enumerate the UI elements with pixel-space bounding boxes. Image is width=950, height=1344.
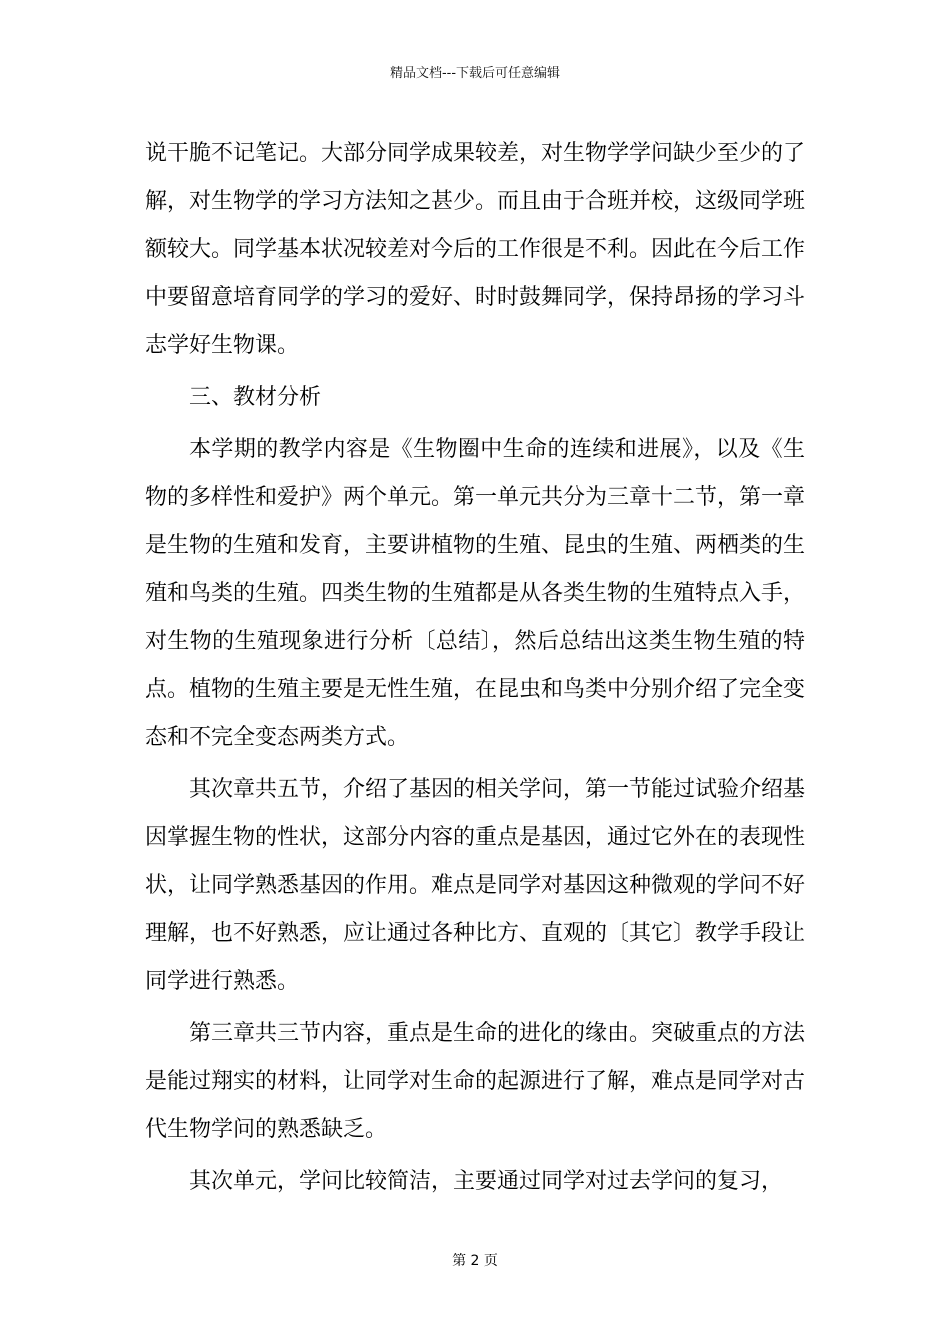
section-heading: 三、教材分析 — [189, 385, 322, 410]
paragraph-chapter-two: 其次章共五节，介绍了基因的相关学问，第一节能过试验介绍基因掌握生物的性状，这部分内容的重点是基因，通过它外在的表现性状，让同学熟悉基因的作用。难点是同学对基因这种微观的学问不好理解，也不好熟悉，应让通过各种比方、直观的〔其它〕教学手段让同学进行熟悉。 — [145, 777, 806, 994]
paragraph-unit-two: 其次单元，学问比较简洁，主要通过同学对过去学问的复习， — [189, 1169, 784, 1194]
page-number: 第 2 页 — [452, 1253, 498, 1269]
page-header: 精品文档---下载后可任意编辑 — [389, 66, 561, 81]
paragraph-continuation: 说干脆不记笔记。大部分同学成果较差，对生物学学问缺少至少的了解，对生物学的学习方法知之甚少。而且由于合班并校，这级同学班额较大。同学基本状况较差对今后的工作很是不利。因此在今后工作中要留意培育同学的学习的爱好、时时鼓舞同学，保持昂扬的学习斗志学好生物课。 — [145, 141, 806, 358]
paragraph-chapter-three: 第三章共三节内容，重点是生命的进化的缘由。突破重点的方法是能过翔实的材料，让同学对生命的起源进行了解，难点是同学对古代生物学问的熟悉缺乏。 — [145, 1021, 806, 1142]
document-body — [145, 130, 805, 1206]
paragraph-teaching-content: 本学期的教学内容是《生物圈中生命的连续和进展》，以及《生物的多样性和爱护》两个单元。第一单元共分为三章十二节，第一章是生物的生殖和发育，主要讲植物的生殖、昆虫的生殖、两栖类的生殖和鸟类的生殖。四类生物的生殖都是从各类生物的生殖特点入手，对生物的生殖现象进行分析〔总结〕，然后总结出这类生物生殖的特点。植物的生殖主要是无性生殖，在昆虫和鸟类中分别介绍了完全变态和不完全变态两类方式。 — [145, 437, 806, 750]
